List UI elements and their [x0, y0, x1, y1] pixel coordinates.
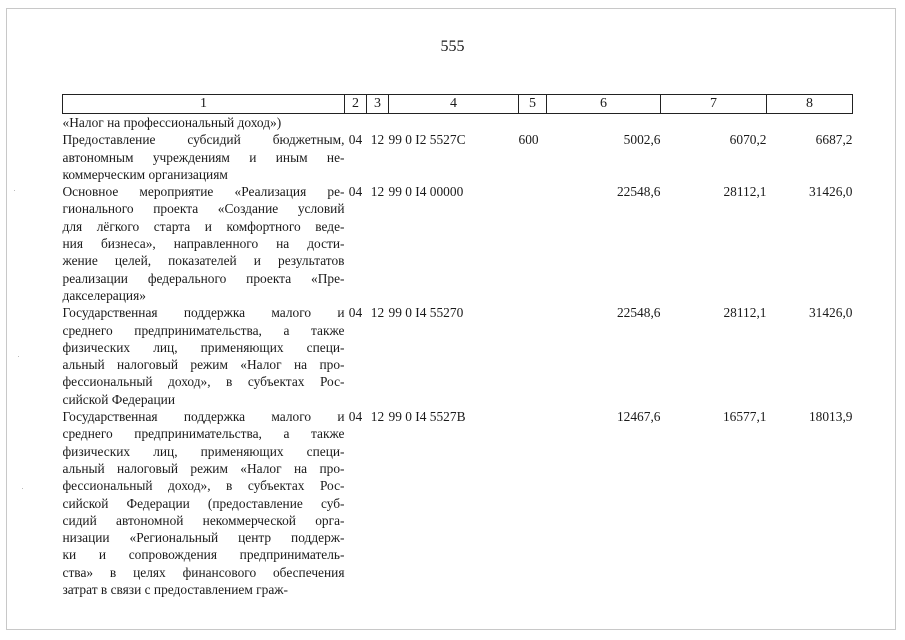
expense-type-code: [519, 114, 547, 132]
amount-col-7: 28112,1: [723, 305, 767, 321]
scan-mark: [18, 356, 19, 357]
row-name-line: фессиональный доход», в субъектах Рос-: [62, 374, 345, 390]
expense-type-code: [519, 183, 547, 304]
row-name-line: фессиональный доход», в субъектах Рос-: [62, 478, 345, 494]
subsection-code: 12: [370, 409, 385, 425]
header-col-3: 3: [367, 95, 389, 114]
target-article-code: 99 0 I2 5527С: [388, 132, 466, 148]
header-row: [63, 95, 853, 114]
amount-col-7: [661, 114, 767, 132]
scan-mark: [14, 190, 15, 191]
row-name-line: Предоставление субсидий бюджетным,: [62, 132, 345, 148]
amount-col-8: 6687,2: [815, 132, 853, 148]
section-code: 04: [348, 305, 363, 321]
amount-col-6: 12467,6: [616, 409, 661, 425]
row-name-line: среднего предпринимательства, а также: [62, 322, 345, 338]
row-name-line: сийской Федерации: [62, 391, 175, 407]
table-row: [63, 114, 853, 132]
subsection-code: [367, 114, 389, 132]
subsection-code: 12: [370, 132, 385, 148]
header-col-8: 8: [767, 95, 853, 114]
row-name: [63, 114, 345, 132]
amount-col-6: [547, 114, 661, 132]
amount-col-7: 16577,1: [722, 409, 767, 425]
table-row: [63, 183, 853, 304]
amount-col-8: [767, 114, 853, 132]
expense-type-code: [519, 408, 547, 598]
section-code: 04: [348, 132, 363, 148]
row-name-line: ства» в целях финансового обеспечения: [62, 564, 345, 580]
table-row: [63, 304, 853, 408]
row-name-line: для лёгкого старта и комфортного веде-: [62, 218, 345, 234]
row-name-line: «Налог на профессиональный доход»): [62, 115, 282, 130]
row-name-line: ки и сопровождения предприниматель-: [62, 547, 345, 563]
expense-type-code: [519, 304, 547, 408]
subsection-code: 12: [370, 184, 385, 200]
row-name-line: гионального проекта «Создание условий: [62, 201, 345, 217]
expense-type-code: 600: [518, 132, 539, 148]
header-col-2: 2: [345, 95, 367, 114]
row-name-line: автономным учреждениям и иным не-: [62, 149, 345, 165]
row-name-line: физических лиц, применяющих специ-: [62, 339, 345, 355]
amount-col-7: 28112,1: [723, 184, 767, 200]
row-name-line: дакселерация»: [62, 287, 146, 303]
target-article-code: 99 0 I4 00000: [388, 184, 464, 200]
row-name-line: Основное мероприятие «Реализация ре-: [62, 184, 345, 200]
row-name-line: Государственная поддержка малого и: [62, 305, 345, 321]
header-col-7: 7: [661, 95, 767, 114]
target-article-code: [389, 114, 519, 132]
header-col-5: 5: [519, 95, 547, 114]
scan-mark: [22, 488, 23, 489]
amount-col-8: 31426,0: [808, 305, 853, 321]
amount-col-8: 31426,0: [808, 184, 853, 200]
section-code: 04: [348, 184, 363, 200]
table-body: [63, 114, 853, 599]
row-name-line: низации «Региональный центр поддерж-: [62, 530, 345, 546]
row-name: [63, 183, 345, 304]
amount-col-6: 22548,6: [616, 305, 661, 321]
section-code: [345, 114, 367, 132]
row-name: [63, 131, 345, 183]
row-name-line: среднего предпринимательства, а также: [62, 426, 345, 442]
row-name-line: Государственная поддержка малого и: [62, 409, 345, 425]
row-name-line: жение целей, показателей и результатов: [62, 253, 345, 269]
amount-col-6: 22548,6: [616, 184, 661, 200]
table-row: [63, 131, 853, 183]
budget-table: [62, 94, 853, 598]
target-article-code: 99 0 I4 5527В: [388, 409, 466, 425]
subsection-code: 12: [370, 305, 385, 321]
section-code: 04: [348, 409, 363, 425]
header-col-4: 4: [389, 95, 519, 114]
amount-col-6: 5002,6: [623, 132, 661, 148]
row-name: [63, 304, 345, 408]
row-name-line: реализации федерального проекта «Пре-: [62, 270, 345, 286]
row-name-line: альный налоговый режим «Налог на про-: [62, 460, 345, 476]
header-col-1: 1: [63, 95, 345, 114]
row-name-line: ния бизнеса», направленного на дости-: [62, 236, 345, 252]
header-col-6: 6: [547, 95, 661, 114]
row-name-line: коммерческим организациям: [62, 166, 228, 182]
amount-col-7: 6070,2: [729, 132, 767, 148]
row-name-line: альный налоговый режим «Налог на про-: [62, 357, 345, 373]
row-name: [63, 408, 345, 598]
row-name-line: физических лиц, применяющих специ-: [62, 443, 345, 459]
page-number: 555: [440, 38, 465, 55]
row-name-line: сидий автономной некоммерческой орга-: [62, 512, 345, 528]
target-article-code: 99 0 I4 55270: [388, 305, 464, 321]
row-name-line: затрат в связи с предоставлением граж-: [62, 582, 288, 598]
row-name-line: сийской Федерации (предоставление суб-: [62, 495, 345, 511]
table-row: [63, 408, 853, 598]
amount-col-8: 18013,9: [808, 409, 853, 425]
